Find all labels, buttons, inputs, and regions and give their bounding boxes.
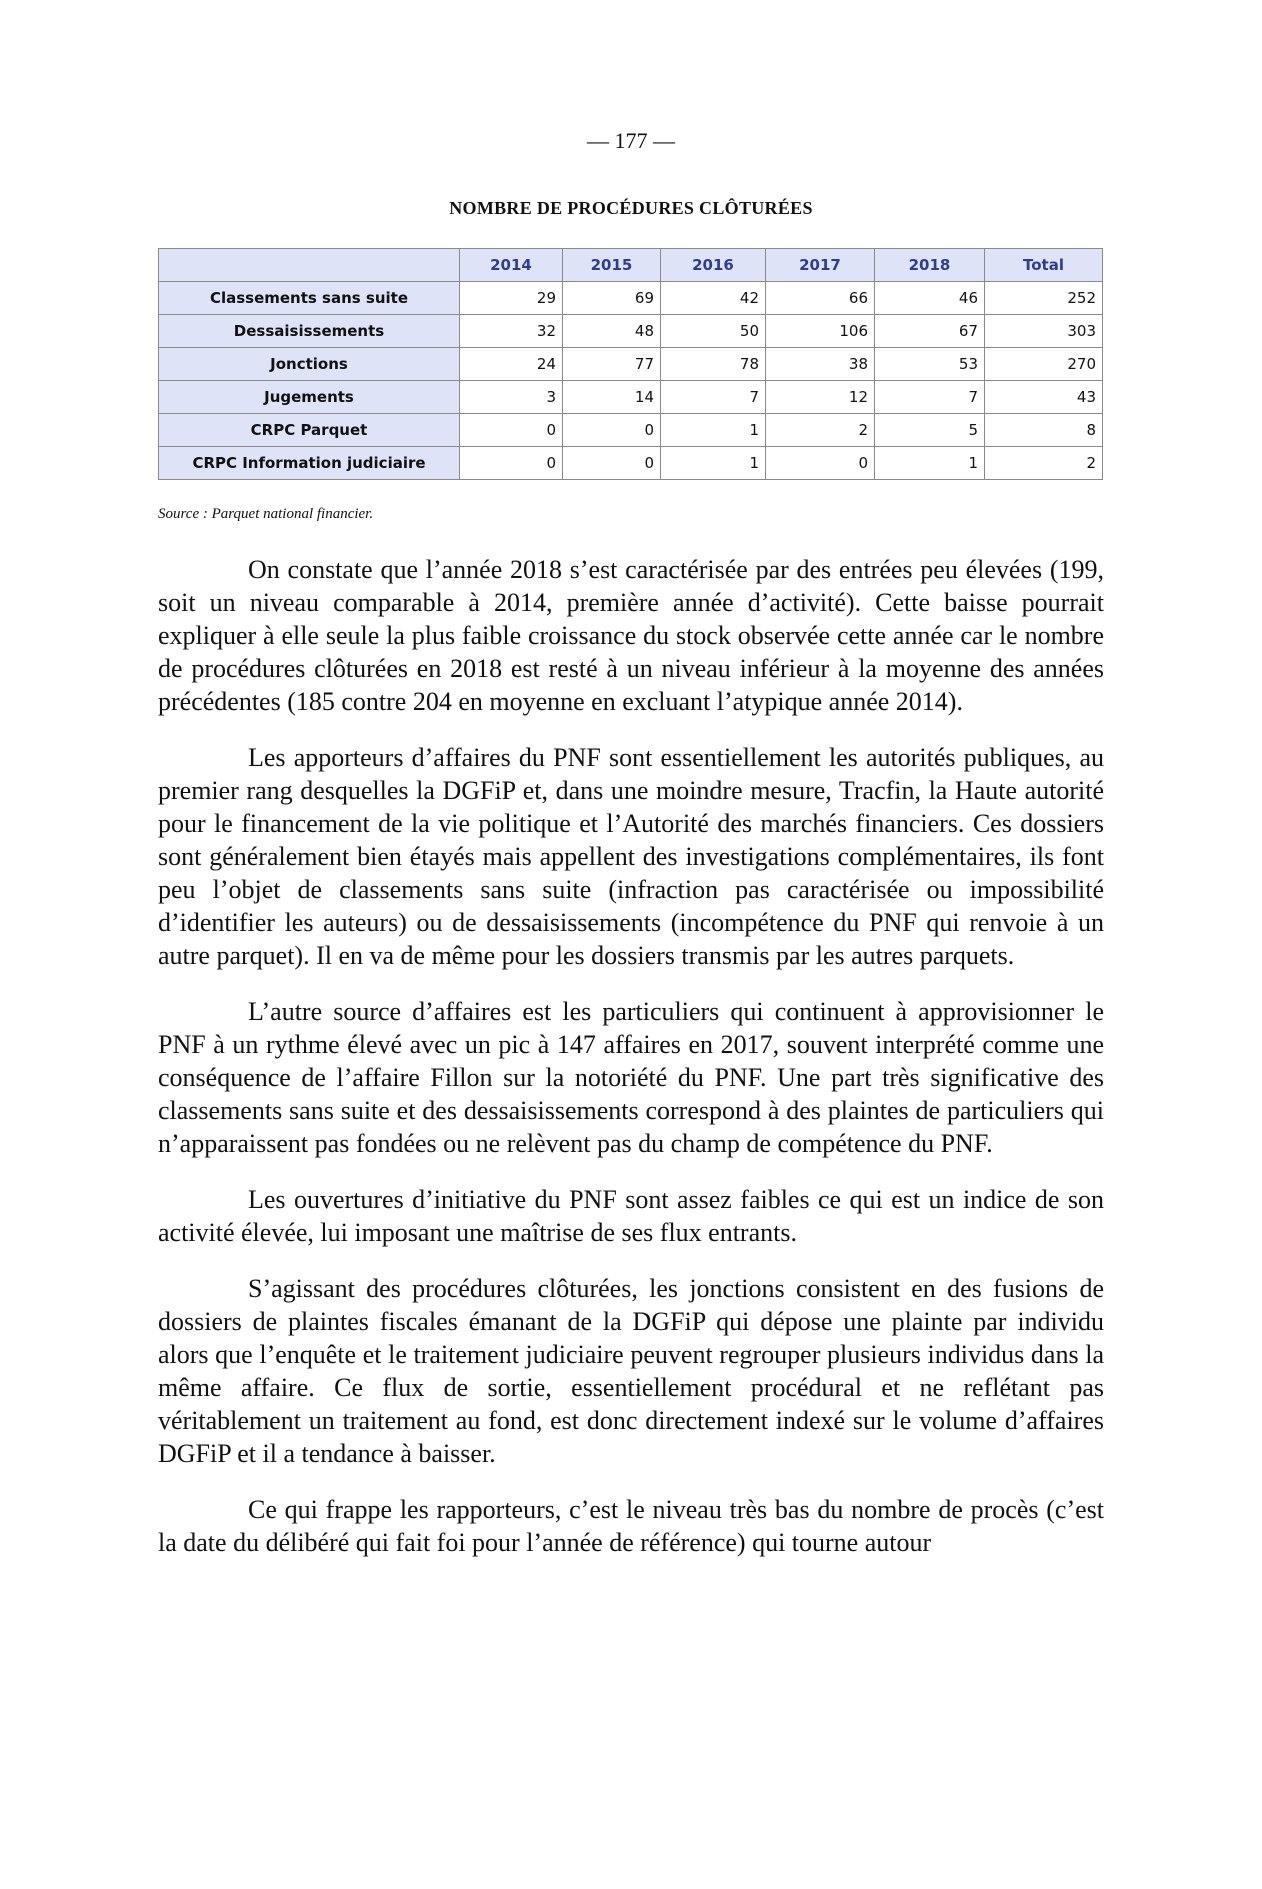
paragraph: On constate que l’année 2018 s’est caractérisée par des entrées peu élevées (199, soit un niveau comparable à 2014, première année d’activité). Cette baisse pourrait expliquer à elle seule la plus faible croissance du stock observée cette année car le nombre de procédures clôturées en 2018 est resté à un niveau inférieur à la moyenne des années précédentes (185 contre 204 en moyenne en excluant l’atypique année 2014). (158, 555, 1104, 716)
paragraph: L’autre source d’affaires est les particuliers qui continuent à approvisionner le PNF à un rythme élevé avec un pic à 147 affaires en 2017, souvent interprété comme une conséquence de l’affaire Fillon sur la notoriété du PNF. Une part très significative des classements sans suite et des dessaisissements correspond à des plaintes de particuliers qui n’apparaissent pas fondées ou ne relèvent pas du champ de compétence du PNF. (158, 997, 1104, 1158)
row-label: Jonctions (159, 348, 460, 381)
table-cell: 7 (875, 381, 985, 414)
page-number: — 177 — (587, 128, 675, 153)
table-cell: 14 (563, 381, 661, 414)
table-cell: 67 (875, 315, 985, 348)
table-cell: 43 (985, 381, 1103, 414)
table-cell: 252 (985, 282, 1103, 315)
table-cell: 106 (766, 315, 875, 348)
paragraph: Les ouvertures d’initiative du PNF sont assez faibles ce qui est un indice de son activité élevée, lui imposant une maîtrise de ses flux entrants. (158, 1185, 1104, 1247)
table-cell: 29 (460, 282, 563, 315)
table-cell: 42 (661, 282, 766, 315)
table-cell: 69 (563, 282, 661, 315)
table-cell: 1 (661, 447, 766, 480)
row-label: Jugements (159, 381, 460, 414)
table-cell: 2 (985, 447, 1103, 480)
table-corner-cell (159, 249, 460, 282)
table-cell: 8 (985, 414, 1103, 447)
row-label: Dessaisissements (159, 315, 460, 348)
table-row (159, 282, 1103, 315)
paragraph: Ce qui frappe les rapporteurs, c’est le niveau très bas du nombre de procès (c’est la date du délibéré qui fait foi pour l’année de référence) qui tourne autour (158, 1495, 1104, 1557)
table-cell: 0 (460, 414, 563, 447)
table-cell: 2 (766, 414, 875, 447)
column-header: 2017 (766, 249, 875, 282)
table-cell: 0 (766, 447, 875, 480)
column-header: 2018 (875, 249, 985, 282)
table-cell: 32 (460, 315, 563, 348)
table-cell: 0 (563, 414, 661, 447)
table-cell: 53 (875, 348, 985, 381)
table-source-note: Source : Parquet national financier. (158, 506, 374, 522)
table-cell: 1 (875, 447, 985, 480)
column-header: 2016 (661, 249, 766, 282)
row-label: CRPC Parquet (159, 414, 460, 447)
table-cell: 50 (661, 315, 766, 348)
column-header: 2015 (563, 249, 661, 282)
table-cell: 0 (563, 447, 661, 480)
table-cell: 48 (563, 315, 661, 348)
table-cell: 0 (460, 447, 563, 480)
paragraph: S’agissant des procédures clôturées, les jonctions consistent en des fusions de dossiers de plaintes fiscales émanant de la DGFiP qui dépose une plainte par individu alors que l’enquête et le traitement judiciaire peuvent regrouper plusieurs individus dans la même affaire. Ce flux de sortie, essentiellement procédural et ne reflétant pas véritablement un traitement au fond, est donc directement indexé sur le volume d’affaires DGFiP et il a tendance à baisser. (158, 1274, 1104, 1468)
table-title: NOMBRE DE PROCÉDURES CLÔTURÉES (449, 198, 813, 218)
column-header: 2014 (460, 249, 563, 282)
table-cell: 7 (661, 381, 766, 414)
table-row (159, 447, 1103, 480)
table-cell: 12 (766, 381, 875, 414)
table-cell: 3 (460, 381, 563, 414)
table-cell: 78 (661, 348, 766, 381)
table-cell: 270 (985, 348, 1103, 381)
table-cell: 303 (985, 315, 1103, 348)
table-cell: 24 (460, 348, 563, 381)
procedures-table (158, 248, 1103, 480)
table-row (159, 315, 1103, 348)
table-row (159, 414, 1103, 447)
table-cell: 66 (766, 282, 875, 315)
row-label: Classements sans suite (159, 282, 460, 315)
table-row (159, 348, 1103, 381)
body-text (158, 553, 1104, 1582)
table-cell: 38 (766, 348, 875, 381)
table-cell: 77 (563, 348, 661, 381)
table-cell: 1 (661, 414, 766, 447)
table-row (159, 381, 1103, 414)
table-cell: 46 (875, 282, 985, 315)
row-label: CRPC Information judiciaire (159, 447, 460, 480)
table-header-row (159, 249, 1103, 282)
paragraph: Les apporteurs d’affaires du PNF sont essentiellement les autorités publiques, au premier rang desquelles la DGFiP et, dans une moindre mesure, Tracfin, la Haute autorité pour le financement de la vie politique et l’Autorité des marchés financiers. Ces dossiers sont généralement bien étayés mais appellent des investigations complémentaires, ils font peu l’objet de classements sans suite (infraction pas caractérisée ou impossibilité d’identifier les auteurs) ou de dessaisissements (incompétence du PNF qui renvoie à un autre parquet). Il en va de même pour les dossiers transmis par les autres parquets. (158, 743, 1104, 970)
column-header: Total (985, 249, 1103, 282)
table-cell: 5 (875, 414, 985, 447)
